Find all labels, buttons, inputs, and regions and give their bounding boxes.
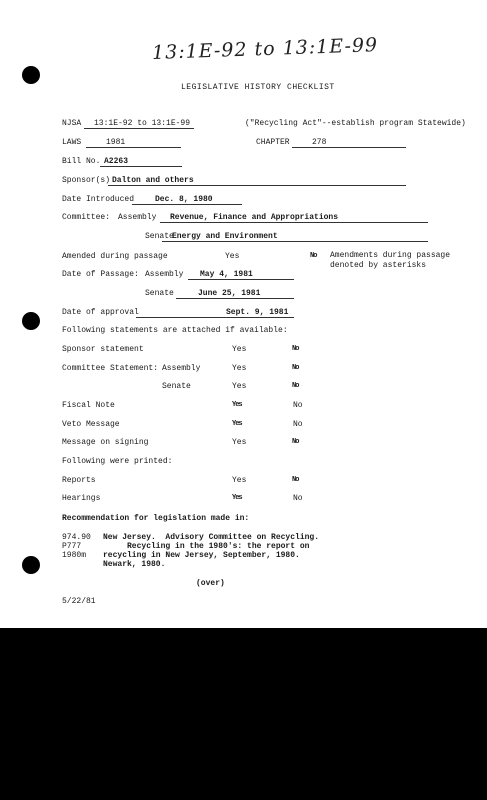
laws-value: 1981	[106, 138, 126, 147]
committee-statement-senate-no-struck: No	[292, 382, 299, 390]
committee-statement-assembly-yes: Yes	[232, 364, 247, 373]
punch-hole-bottom	[22, 556, 40, 574]
committee-label: Committee:	[62, 213, 111, 222]
hearings-yes-struck: Yes	[232, 494, 242, 502]
hearings-no: No	[293, 494, 303, 503]
committee-statement-senate-yes: Yes	[232, 382, 247, 391]
citation-line-1: New Jersey. Advisory Committee on Recycling.	[103, 533, 320, 542]
veto-message-no: No	[293, 420, 303, 429]
footer-date: 5/22/81	[62, 597, 96, 606]
page-title: LEGISLATIVE HISTORY CHECKLIST	[181, 83, 335, 92]
sponsor-statement-no-struck: No	[292, 345, 299, 353]
passage-assembly-value: May 4, 1981	[200, 270, 253, 279]
veto-message-yes-struck: Yes	[232, 420, 242, 428]
laws-label: LAWS	[62, 138, 82, 147]
introduced-label: Date Introduced	[62, 195, 135, 204]
amended-yes: Yes	[225, 252, 240, 261]
sponsors-value: Dalton and others	[112, 176, 194, 185]
signing-message-yes: Yes	[232, 438, 247, 447]
njsa-label: NJSA	[62, 119, 82, 128]
approval-label: Date of approval	[62, 308, 139, 317]
veto-message-label: Veto Message	[62, 420, 120, 429]
chapter-line	[292, 137, 406, 148]
reports-label: Reports	[62, 476, 96, 485]
amended-no-struck: No	[310, 252, 317, 260]
fiscal-note-label: Fiscal Note	[62, 401, 115, 410]
njsa-description: ("Recycling Act"--establish program Statewide)	[245, 119, 466, 128]
committee-statement-assembly-no-struck: No	[292, 364, 299, 372]
printed-heading: Following were printed:	[62, 457, 173, 466]
committee-statement-label: Committee Statement:	[62, 364, 159, 373]
fiscal-note-yes-struck: Yes	[232, 401, 242, 409]
citation-line-4: Newark, 1980.	[103, 560, 166, 569]
committee-statement-assembly-label: Assembly	[162, 364, 201, 373]
scan-black-area	[0, 628, 487, 800]
committee-assembly-label: Assembly	[118, 213, 157, 222]
chapter-label: CHAPTER	[256, 138, 290, 147]
committee-assembly-value: Revenue, Finance and Appropriations	[170, 213, 339, 222]
hearings-label: Hearings	[62, 494, 101, 503]
introduced-value: Dec. 8, 1980	[155, 195, 213, 204]
signing-message-label: Message on signing	[62, 438, 149, 447]
call-number-1: 974.90	[62, 533, 91, 542]
sponsor-statement-yes: Yes	[232, 345, 247, 354]
passage-senate-value: June 25, 1981	[198, 289, 261, 298]
punch-hole-middle	[22, 312, 40, 330]
handwritten-header: 13:1E-92 to 13:1E-99	[151, 34, 379, 64]
passage-senate-label: Senate	[145, 289, 174, 298]
amended-note-line2: denoted by asterisks	[330, 261, 427, 270]
amended-note-line1: Amendments during passage	[330, 251, 451, 260]
citation-line-3: recycling in New Jersey, September, 1980.	[103, 551, 300, 560]
committee-senate-label: Senate	[145, 232, 174, 241]
call-number-2: P777	[62, 542, 82, 551]
passage-assembly-label: Assembly	[145, 270, 184, 279]
reports-no-struck: No	[292, 476, 299, 484]
chapter-value: 278	[312, 138, 327, 147]
recommendation-heading: Recommendation for legislation made in:	[62, 514, 250, 523]
bill-label: Bill No.	[62, 157, 101, 166]
punch-hole-top	[22, 66, 40, 84]
sponsors-label: Sponsor(s)	[62, 176, 111, 185]
njsa-value: 13:1E-92 to 13:1E-99	[94, 119, 191, 128]
reports-yes: Yes	[232, 476, 247, 485]
amended-label: Amended during passage	[62, 252, 168, 261]
approval-value: Sept. 9, 1981	[226, 308, 289, 317]
signing-message-no-struck: No	[292, 438, 299, 446]
fiscal-note-no: No	[293, 401, 303, 410]
laws-line	[86, 137, 181, 148]
sponsor-statement-label: Sponsor statement	[62, 345, 144, 354]
citation-line-2: Recycling in the 1980's: the report on	[103, 542, 310, 551]
committee-statement-senate-label: Senate	[162, 382, 191, 391]
attached-heading: Following statements are attached if available:	[62, 326, 288, 335]
over-note: (over)	[196, 579, 225, 588]
bill-value: A2263	[104, 157, 129, 166]
passage-label: Date of Passage:	[62, 270, 139, 279]
committee-senate-value: Energy and Environment	[172, 232, 278, 241]
call-number-3: 1980m	[62, 551, 87, 560]
